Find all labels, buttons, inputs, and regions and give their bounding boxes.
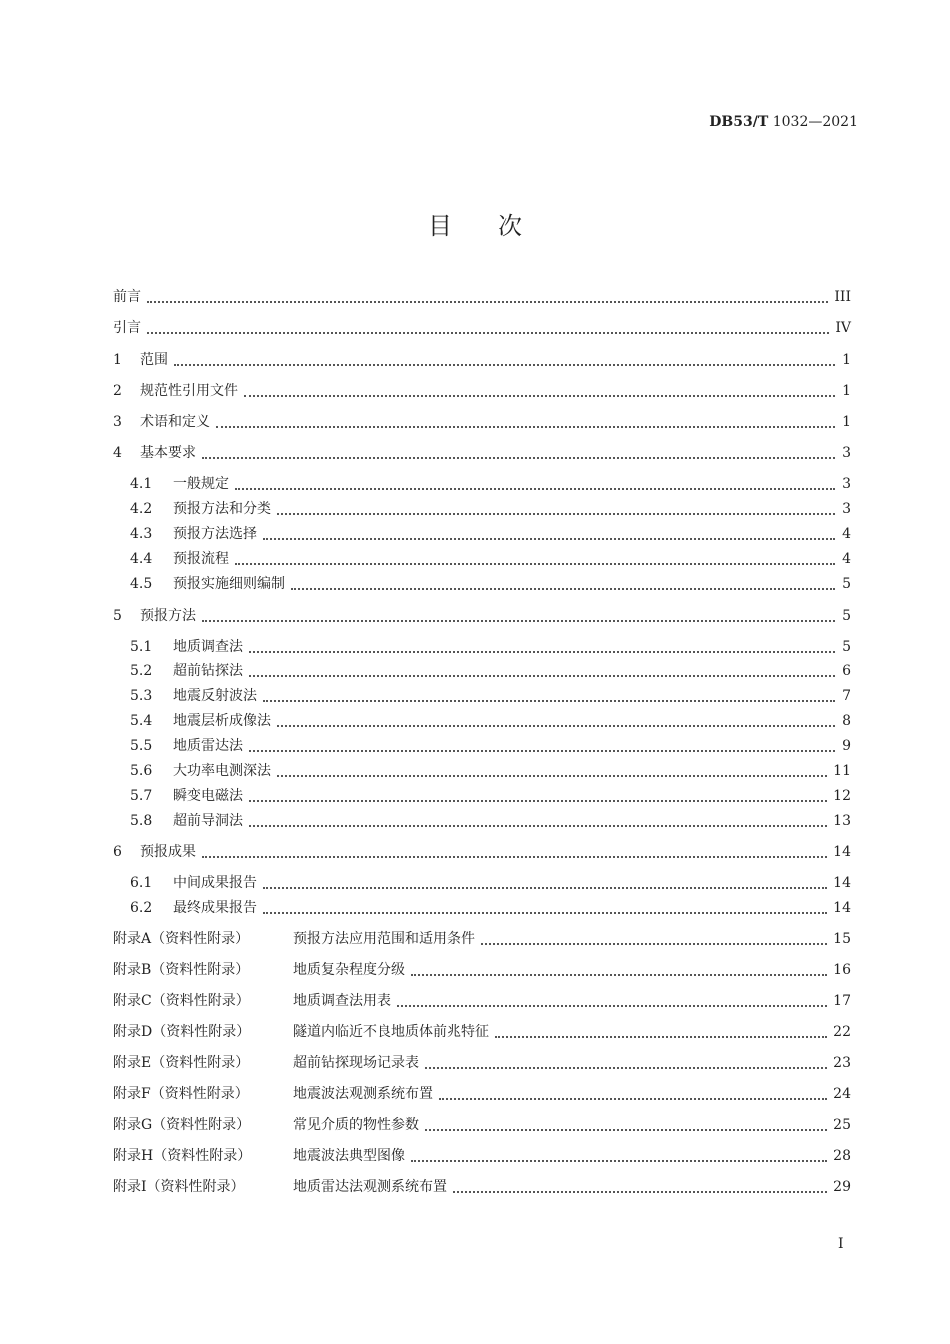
toc-entry-label: 基本要求 [140, 445, 196, 461]
toc-entry-label: 一般规定 [173, 476, 229, 492]
toc-entry-page: 23 [833, 1055, 851, 1071]
dot-leader [495, 1036, 827, 1038]
toc-entry-number: 附录G（资料性附录） [113, 1117, 251, 1133]
toc-entry-number: 4.1 [130, 476, 153, 492]
toc-entry-number: 5.4 [130, 713, 153, 729]
toc-entry-number: 附录A（资料性附录） [113, 931, 250, 947]
toc-entry-page: 3 [842, 476, 851, 492]
toc-entry-page: 3 [842, 445, 851, 461]
dot-leader [411, 974, 827, 976]
dot-leader [291, 588, 835, 590]
dot-leader [216, 426, 835, 428]
dot-leader [263, 538, 835, 540]
toc-entry[interactable] [130, 685, 851, 707]
toc-entry-label: 地质雷达法 [173, 738, 243, 754]
dot-leader [263, 700, 835, 702]
toc-entry[interactable] [113, 1083, 851, 1105]
toc-entry[interactable] [113, 411, 851, 433]
toc-entry[interactable] [113, 959, 851, 981]
toc-entry-label: 超前钻探法 [173, 663, 243, 679]
toc-entry-page: III [834, 289, 851, 305]
toc-entry-number: 4.2 [130, 501, 153, 517]
toc-entry-page: 5 [842, 576, 851, 592]
toc-entry-label: 引言 [113, 320, 141, 336]
toc-entry-number: 6 [113, 844, 122, 860]
toc-entry[interactable] [113, 1145, 851, 1167]
toc-entry-number: 5.2 [130, 663, 153, 679]
dot-leader [249, 651, 835, 653]
dot-leader [425, 1129, 827, 1131]
toc-entry-label: 地质调查法 [173, 639, 243, 655]
dot-leader [174, 364, 835, 366]
toc-entry-number: 5.3 [130, 688, 153, 704]
dot-leader [397, 1005, 827, 1007]
toc-entry[interactable] [130, 523, 851, 545]
dot-leader [453, 1191, 827, 1193]
toc-entry-label: 范围 [140, 352, 168, 368]
toc-entry-label: 预报成果 [140, 844, 196, 860]
dot-leader [249, 825, 827, 827]
toc-entry-number: 5.7 [130, 788, 153, 804]
dot-leader [439, 1098, 827, 1100]
toc-entry[interactable] [130, 897, 851, 919]
toc-entry-label: 地震反射波法 [173, 688, 257, 704]
toc-entry[interactable] [130, 810, 851, 832]
toc-entry[interactable] [113, 928, 851, 950]
dot-leader [244, 395, 835, 397]
toc-entry-label: 地震波法典型图像 [293, 1148, 405, 1164]
toc-entry[interactable] [130, 573, 851, 595]
toc-entry-label: 预报实施细则编制 [173, 576, 285, 592]
toc-entry-page: 3 [842, 501, 851, 517]
toc-entry[interactable] [130, 548, 851, 570]
toc-entry-number: 附录F（资料性附录） [113, 1086, 249, 1102]
toc-entry[interactable] [113, 605, 851, 627]
toc-entry-number: 6.1 [130, 875, 153, 891]
toc-entry-label: 最终成果报告 [173, 900, 257, 916]
toc-entry-number: 2 [113, 383, 122, 399]
dot-leader [202, 856, 827, 858]
toc-entry[interactable] [113, 442, 851, 464]
toc-entry[interactable] [130, 735, 851, 757]
toc-entry-number: 4 [113, 445, 122, 461]
toc-entry-number: 附录D（资料性附录） [113, 1024, 251, 1040]
toc-entry-page: 14 [833, 900, 851, 916]
toc-entry-number: 1 [113, 352, 122, 368]
toc-entry-label: 术语和定义 [140, 414, 210, 430]
toc-entry[interactable] [113, 1052, 851, 1074]
dot-leader [202, 620, 835, 622]
toc-entry-number: 5.8 [130, 813, 153, 829]
toc-entry-number: 附录C（资料性附录） [113, 993, 250, 1009]
toc-entry-page: 28 [833, 1148, 851, 1164]
toc-entry-number: 4.4 [130, 551, 153, 567]
dot-leader [249, 750, 835, 752]
toc-entry-page: 17 [833, 993, 851, 1009]
page-number: I [838, 1236, 844, 1252]
dot-leader [481, 943, 827, 945]
toc-entry[interactable] [113, 1021, 851, 1043]
toc-entry-label: 预报方法和分类 [173, 501, 271, 517]
dot-leader [147, 332, 829, 334]
toc-entry-label: 超前导洞法 [173, 813, 243, 829]
dot-leader [235, 488, 835, 490]
toc-entry[interactable] [130, 710, 851, 732]
toc-entry[interactable] [113, 841, 851, 863]
toc-entry-label: 预报流程 [173, 551, 229, 567]
dot-leader [147, 301, 828, 303]
toc-entry-page: 5 [842, 608, 851, 624]
dot-leader [277, 725, 835, 727]
dot-leader [277, 513, 835, 515]
toc-entry-page: 8 [842, 713, 851, 729]
toc-entry-page: 25 [833, 1117, 851, 1133]
toc-entry[interactable] [130, 660, 851, 682]
toc-entry[interactable] [113, 317, 851, 339]
toc-entry[interactable] [130, 636, 851, 658]
toc-entry-label: 超前钻探现场记录表 [293, 1055, 419, 1071]
toc-entry-page: 12 [833, 788, 851, 804]
toc-entry[interactable] [130, 498, 851, 520]
toc-entry-page: 13 [833, 813, 851, 829]
toc-entry[interactable] [130, 760, 851, 782]
standard-code [709, 114, 858, 130]
toc-entry-page: 24 [833, 1086, 851, 1102]
toc-entry[interactable] [130, 872, 851, 894]
toc-entry-page: 5 [842, 639, 851, 655]
toc-entry[interactable] [113, 349, 851, 371]
toc-entry-label: 预报方法应用范围和适用条件 [293, 931, 475, 947]
toc-entry-label: 中间成果报告 [173, 875, 257, 891]
toc-entry-page: 14 [833, 844, 851, 860]
toc-entry-page: 6 [842, 663, 851, 679]
toc-entry-page: 7 [842, 688, 851, 704]
dot-leader [202, 457, 835, 459]
toc-entry-page: 16 [833, 962, 851, 978]
toc-entry-page: 11 [833, 763, 851, 779]
toc-entry-number: 4.5 [130, 576, 153, 592]
toc-entry-page: 4 [842, 526, 851, 542]
toc-entry-label: 规范性引用文件 [140, 383, 238, 399]
toc-entry[interactable] [113, 990, 851, 1012]
toc-entry-label: 常见介质的物性参数 [293, 1117, 419, 1133]
toc-entry-page: 1 [842, 414, 851, 430]
toc-entry[interactable] [130, 473, 851, 495]
toc-entry-label: 大功率电测深法 [173, 763, 271, 779]
toc-entry-number: 附录H（资料性附录） [113, 1148, 252, 1164]
toc-entry-page: 4 [842, 551, 851, 567]
toc-entry-label: 隧道内临近不良地质体前兆特征 [293, 1024, 489, 1040]
toc-entry-label: 地震层析成像法 [173, 713, 271, 729]
toc-entry-number: 4.3 [130, 526, 153, 542]
toc-entry-number: 5.1 [130, 639, 153, 655]
toc-entry-number: 6.2 [130, 900, 153, 916]
toc-entry-page: 29 [833, 1179, 851, 1195]
toc-entry-page: 1 [842, 352, 851, 368]
toc-entry-label: 前言 [113, 289, 141, 305]
toc-entry[interactable] [113, 380, 851, 402]
toc-entry-number: 5.5 [130, 738, 153, 754]
toc-entry-label: 预报方法 [140, 608, 196, 624]
toc-entry-number: 5 [113, 608, 122, 624]
toc-entry-number: 附录I（资料性附录） [113, 1179, 245, 1195]
toc-entry-label: 预报方法选择 [173, 526, 257, 542]
dot-leader [425, 1067, 827, 1069]
toc-entry-page: 9 [842, 738, 851, 754]
toc-entry-label: 瞬变电磁法 [173, 788, 243, 804]
toc-entry-page: IV [835, 320, 851, 336]
toc-entry-label: 地质雷达法观测系统布置 [293, 1179, 447, 1195]
toc-entry-page: 14 [833, 875, 851, 891]
dot-leader [235, 563, 835, 565]
toc-entry-page: 15 [833, 931, 851, 947]
dot-leader [249, 675, 835, 677]
standard-code-number: 1032—2021 [772, 114, 858, 130]
dot-leader [411, 1160, 827, 1162]
dot-leader [277, 775, 827, 777]
toc-entry-number: 3 [113, 414, 122, 430]
toc-entry-label: 地震波法观测系统布置 [293, 1086, 433, 1102]
toc-entry-number: 附录B（资料性附录） [113, 962, 250, 978]
page-title: 目次 [428, 212, 568, 240]
toc-entry[interactable] [113, 1176, 851, 1198]
toc-entry-label: 地质复杂程度分级 [293, 962, 405, 978]
standard-code-prefix: DB53/T [709, 114, 769, 130]
toc-entry-label: 地质调查法用表 [293, 993, 391, 1009]
toc-entry[interactable] [113, 286, 851, 308]
toc-entry[interactable] [113, 1114, 851, 1136]
toc-entry-number: 附录E（资料性附录） [113, 1055, 250, 1071]
toc-entry-number: 5.6 [130, 763, 153, 779]
dot-leader [263, 887, 827, 889]
toc-entry-page: 22 [833, 1024, 851, 1040]
toc-entry-page: 1 [842, 383, 851, 399]
toc-entry[interactable] [130, 785, 851, 807]
dot-leader [249, 800, 827, 802]
dot-leader [263, 912, 827, 914]
